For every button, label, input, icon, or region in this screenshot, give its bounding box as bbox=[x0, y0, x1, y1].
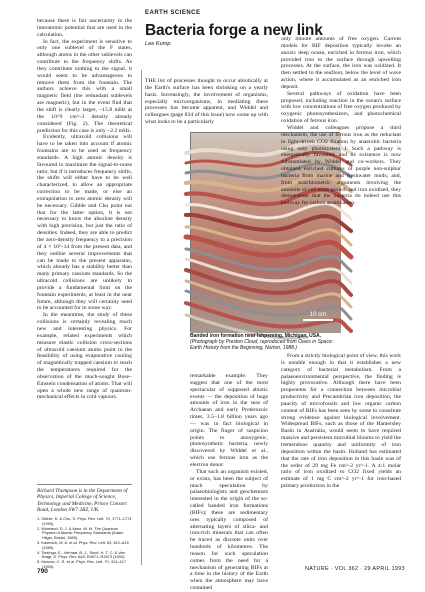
middle-paragraph: THE list of processes thought to occur abiotically at the Earth's surface has been shrinking on a yearly basis. Increasingly, the involvement of organisms, especially microorganisms, in mediating these processes has become apparent, and Widdel and colleagues (page 834 of this issue) now come up with what looks to be a particularly bbox=[145, 78, 268, 126]
right-column bbox=[281, 36, 401, 207]
article-byline: Lee Kump bbox=[145, 41, 171, 47]
right-lower-column bbox=[281, 353, 401, 490]
author-divider bbox=[37, 484, 132, 485]
author-note: Richard Thompson is in the Department of Physics, Imperial College of Science, Technology and Medicine, Prince Consort Road, London SW7 2BZ, UK. bbox=[37, 488, 128, 513]
left-paragraph: Evidently, ultracold collisions will have to be taken into account if atomic fountains are to be used as frequency standards. A high atomic density is favoured to maximize the signal-to-noise ratio, but if it introduces frequency shifts, the shifts will either have to be well characterized, to allow an appropriate correction to be made, or else an extrapolation to zero atomic density will be necessary. Gibble and Chu point out that for the latter option, it is not necessary to know the absolute density with high precision, but just the ratio of densities. Indeed, they are able to predict the zero-density frequency to a precision of 4 × 10^-14 from the present data, and they outline several improvements that can be made to the present apparatus, which already has a stability better than many primary caesium standards. So the ultracold collisions are unlikely to provide a fundamental limit on the fountain experiments, at least in the near future, although they will certainly need to be accounted for in some way. bbox=[37, 134, 132, 312]
middle-column bbox=[145, 78, 268, 126]
svg-text:10 cm: 10 cm bbox=[309, 312, 327, 318]
reference-item: 1. Gibble, K. & Chu, S. Phys. Rev. Lett. 70, 1771–1774 (1993). bbox=[37, 516, 132, 526]
caption-lead: Banded iron formation near Ishpeming, Michigan, USA. bbox=[190, 333, 322, 339]
article-headline: Bacteria forge a new link bbox=[145, 22, 323, 39]
reference-item: 5. Monroe, C. R. et al. Phys. Rev. Lett. 70, 414–417 (1993). bbox=[37, 559, 127, 569]
right-paragraph: Widdel and colleagues propose a third mechanism, the use of ferrous iron as the reductant in light-driven CO2 fixation by anaerobic bacteria using only photosystem I. Such a pathway is energetically favoured, and its existence is now substantiated by Widdel and co-workers. They obtained enriched cultures of purple non-sulphur bacteria from marine and freshwater muds; and, from stoichiometric arguments involving the amounts of cell mass growth and iron oxidized, they demonstrate that the bacteria do indeed use this pathway for carbon assimilation. bbox=[281, 124, 401, 207]
right-paragraph: Several pathways of oxidation have been proposed, including reaction in the ocean's surface with low concentrations of free oxygen produced by oxygenic photosynthesizers, and photochemical oxidation of ferrous iron. bbox=[281, 90, 401, 125]
reference-item: 4. Tiesinga, E., Verhaar, B. J., Stoof, H. T. C. & Van Bragt, D. Phys. Rev. A45, R2671–R2673 (1992). bbox=[37, 549, 126, 560]
page-number: 790 bbox=[37, 568, 48, 575]
photo-caption bbox=[190, 333, 336, 351]
left-column bbox=[37, 18, 132, 401]
middle-paragraph: remarkable example. They suggest that one of the most spectacular of supposed abiotic events — the deposition of huge amounts of iron in the seas of Archaean and early Proterozoic times, 3.5–1.8 billion years ago — was in fact biological in origin. The finger of suspicion points to anoxygenic, photosynthetic bacteria, newly discovered by Widdel et al., which use ferrous iron as the electron donor. bbox=[190, 373, 268, 468]
journal-footer: NATURE · VOL 362 · 29 APRIL 1993 bbox=[305, 566, 405, 572]
left-paragraph: In the meantime, the study of these collisions is certainly revealing much new and interesting physics. For example, related experiments which measure elastic collision cross-sections of ultracold caesium atoms point to the feasibility of using evaporative cooling of magnetically trapped caesium to reach the temperatures required for the observation of the much-sought Bose–Einstein condensation of atoms. That will open a whole new range of quantum-mechanical effects in cold vapours. bbox=[37, 312, 132, 401]
section-label: EARTH SCIENCE bbox=[145, 10, 201, 16]
right-paragraph: only minute amounts of free oxygen. Current models for BIF deposition typically invoke an anoxic deep ocean, enriched in ferrous iron, which provided iron to the surface through upwelling processes. At the surface, the iron was oxidized. It then settled to the seafloor, below the level of wave action, where it accumulated as an enriched iron deposit. bbox=[281, 36, 401, 90]
references-list bbox=[37, 517, 132, 570]
middle-paragraph: That such an organism existed, or exists, has been the subject of much speculation by palaeobiologists and geochemists interested in the origin of the so-called banded iron formations (BIFs); these are sedimentary ores typically composed of alternating layers of silica- and iron-rich minerals that can often be traced as discrete units over hundreds of kilometres. The reason for such speculation comes from the need for a mechanism of generating BIFs at a time in the history of the Earth when the atmosphere may have contained bbox=[190, 468, 268, 592]
right-paragraph: From a strictly biological point of view, this work is notable enough in that it establishes a new category of bacterial metabolism. From a palaeoenvironmental perspective, the finding is highly provocative. Although there have been proponents for a connection between microbial productivity and Precambrian iron deposition, the paucity of microfossils and low organic carbon content of BIFs has been seen by some to constitute strong evidence against biological involvement. Widespread BIFs, such as those of the Hamersley Basin in Australia, would seem to have required massive and persistent microbial blooms to yield the tremendous quantity and uniformity of iron deposition within the basin. Holland has estimated that the rate of iron deposition in this basin was of the order of 29 mg Fe cm^-2 yr^-1. A 4:1 molar ratio of iron oxidized to CO2 fixed yields an estimate of 1 mg C cm^-2 yr^-1 for iron-based primary production in the bbox=[281, 353, 401, 490]
reference-item: 2. Wineland, D. J. & Itano, W. M. The Quantum Physics of Atomic Frequency Standards (Adam Hilger, Bristol, 1989). bbox=[37, 525, 124, 541]
middle-lower-column bbox=[190, 373, 268, 592]
reference-item: 3. Kasevich, M. A. et al. Phys. Rev. Lett. 63, 612–615 (1989). bbox=[37, 539, 129, 550]
column-rule bbox=[141, 70, 142, 565]
left-paragraph: because there is fair uncertainty in the interatomic potential that are used in the calculation. bbox=[37, 18, 132, 38]
caption-credit: (Photograph by Preston Cloud, reproduced from Oasis in Space: Earth History from the Beginning, Norton, 1988.) bbox=[190, 339, 334, 351]
left-paragraph: In fact, the experiment is sensitive to only one sublevel of the F states, although atoms in the other sublevels can contribute to the frequency shifts. As they contribute nothing to the signal, it would seem to be advantageous to remove them from the fountain. The authors achieve this with a small magnetic field (the redundant sublevels are magnetic), but in the event find that the shift is clearly larger, ~15.8 mHz at the 10^9 cm^-3 density already considered (Fig. 2). The theoretical prediction for this case is only ~2.2 mHz. bbox=[37, 38, 132, 134]
